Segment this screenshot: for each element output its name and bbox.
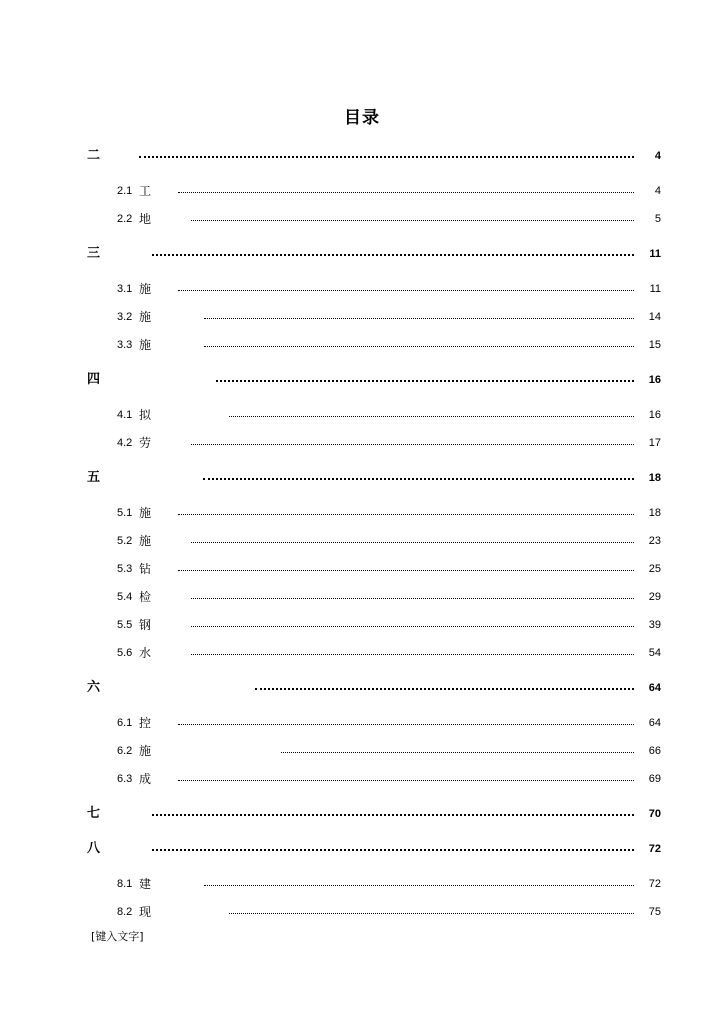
toc-chapter-row[interactable] [0, 371, 724, 389]
toc-section-row[interactable] [0, 406, 724, 424]
toc-page-number: 54 [648, 647, 661, 659]
toc-section-row[interactable] [0, 770, 724, 788]
toc-section-label: 施 [139, 506, 152, 520]
toc-page-number: 5 [654, 213, 661, 225]
toc-chapter-label: 三 [87, 246, 101, 261]
toc-section-number: 3.1 [117, 283, 133, 295]
toc-page-number: 17 [648, 437, 661, 449]
toc-dot-leader [204, 346, 634, 347]
toc-section-number: 5.5 [117, 619, 133, 631]
toc-page-number: 64 [648, 717, 661, 729]
toc-section-number: 3.2 [117, 311, 133, 323]
toc-section-label: 检 [139, 590, 152, 604]
toc-section-label: 施 [139, 534, 152, 548]
toc-page-number: 11 [649, 283, 661, 295]
toc-section-row[interactable] [0, 210, 724, 228]
toc-chapter-row[interactable] [0, 840, 724, 858]
toc-section-row[interactable] [0, 280, 724, 298]
toc-dot-leader [191, 654, 634, 655]
toc-dot-leader [204, 885, 634, 886]
toc-chapter-label: 四 [87, 372, 101, 387]
toc-page-number: 23 [648, 535, 661, 547]
toc-dot-leader [178, 724, 634, 725]
toc-dot-leader [178, 570, 634, 571]
toc-page-number: 72 [648, 878, 661, 890]
toc-page-number: 75 [648, 906, 661, 918]
toc-section-number: 6.1 [117, 717, 133, 729]
toc-page-number: 66 [648, 745, 661, 757]
toc-section-row[interactable] [0, 644, 724, 662]
toc-section-row[interactable] [0, 560, 724, 578]
toc-page-number: 18 [648, 472, 661, 484]
toc-section-number: 3.3 [117, 339, 133, 351]
toc-section-label: 工 [139, 184, 152, 198]
page-title: 目录 [344, 108, 380, 128]
toc-section-number: 5.6 [117, 647, 133, 659]
toc-dot-leader [152, 849, 634, 851]
toc-page-number: 70 [648, 808, 661, 820]
toc-section-row[interactable] [0, 875, 724, 893]
toc-dot-leader [281, 752, 634, 753]
toc-section-row[interactable] [0, 308, 724, 326]
toc-section-number: 4.2 [117, 437, 133, 449]
toc-section-number: 5.4 [117, 591, 133, 603]
toc-section-row[interactable] [0, 742, 724, 760]
toc-section-row[interactable] [0, 903, 724, 921]
toc-dot-leader [204, 318, 634, 319]
toc-chapter-label: 六 [87, 680, 101, 695]
toc-section-label: 施 [139, 310, 152, 324]
toc-section-label: 钻 [139, 562, 152, 576]
toc-section-label: 地 [139, 212, 152, 226]
toc-section-number: 6.2 [117, 745, 133, 757]
toc-page-number: 64 [648, 682, 661, 694]
toc-page-number: 39 [648, 619, 661, 631]
toc-section-row[interactable] [0, 714, 724, 732]
toc-chapter-row[interactable] [0, 469, 724, 487]
toc-section-label: 施 [139, 338, 152, 352]
toc-page-number: 25 [648, 563, 661, 575]
toc-section-row[interactable] [0, 616, 724, 634]
toc-section-number: 2.1 [117, 185, 133, 197]
toc-section-row[interactable] [0, 336, 724, 354]
toc-section-number: 5.1 [117, 507, 133, 519]
toc-section-label: 现 [139, 905, 152, 919]
toc-page-number: 15 [648, 339, 661, 351]
toc-page-number: 14 [648, 311, 661, 323]
toc-dot-leader [191, 444, 634, 445]
toc-dot-leader [178, 514, 634, 515]
toc-page-number: 72 [648, 843, 661, 855]
toc-section-label: 控 [139, 716, 152, 730]
toc-section-number: 6.3 [117, 773, 133, 785]
toc-section-row[interactable] [0, 588, 724, 606]
toc-section-label: 成 [139, 772, 152, 786]
toc-dot-leader [191, 542, 634, 543]
toc-section-row[interactable] [0, 504, 724, 522]
toc-chapter-label: 八 [87, 841, 101, 856]
toc-section-number: 8.2 [117, 906, 133, 918]
toc-section-number: 4.1 [117, 409, 133, 421]
toc-section-row[interactable] [0, 434, 724, 452]
toc-page-number: 18 [648, 507, 661, 519]
toc-dot-leader [216, 380, 634, 382]
toc-section-label: 施 [139, 744, 152, 758]
toc-dot-leader [178, 290, 634, 291]
toc-section-label: 拟 [139, 408, 152, 422]
toc-section-label: 劳 [139, 436, 152, 450]
toc-section-number: 5.3 [117, 563, 133, 575]
toc-page-number: 69 [648, 773, 661, 785]
toc-section-label: 水 [139, 646, 152, 660]
toc-section-label: 钢 [139, 618, 152, 632]
toc-chapter-row[interactable] [0, 147, 724, 165]
toc-page-number: 16 [648, 409, 661, 421]
toc-section-number: 8.1 [117, 878, 133, 890]
toc-chapter-row[interactable] [0, 805, 724, 823]
toc-page-number: 11 [649, 248, 661, 260]
toc-chapter-label: 五 [87, 470, 101, 485]
toc-chapter-row[interactable] [0, 245, 724, 263]
toc-dot-leader [191, 626, 634, 627]
toc-dot-leader [255, 688, 634, 690]
toc-chapter-row[interactable] [0, 679, 724, 697]
toc-dot-leader [191, 220, 634, 221]
toc-section-number: 5.2 [117, 535, 133, 547]
toc-page-number: 29 [648, 591, 661, 603]
toc-page-number: 4 [654, 150, 661, 162]
toc-dot-leader [229, 913, 634, 914]
toc-dot-leader [203, 478, 634, 480]
toc-dot-leader [229, 416, 634, 417]
toc-section-label: 建 [139, 877, 152, 891]
toc-section-number: 2.2 [117, 213, 133, 225]
toc-page-number: 4 [654, 185, 661, 197]
toc-chapter-label: 二 [87, 148, 101, 163]
toc-dot-leader [152, 254, 634, 256]
toc-chapter-label: 七 [87, 806, 101, 821]
footer-placeholder: [键入文字] [91, 930, 144, 943]
toc-section-label: 施 [139, 282, 152, 296]
toc-dot-leader [178, 780, 634, 781]
toc-section-row[interactable] [0, 182, 724, 200]
toc-section-row[interactable] [0, 532, 724, 550]
toc-dot-leader [191, 598, 634, 599]
toc-dot-leader [139, 156, 634, 158]
toc-dot-leader [152, 814, 634, 816]
toc-dot-leader [178, 192, 634, 193]
toc-page-number: 16 [648, 374, 661, 386]
